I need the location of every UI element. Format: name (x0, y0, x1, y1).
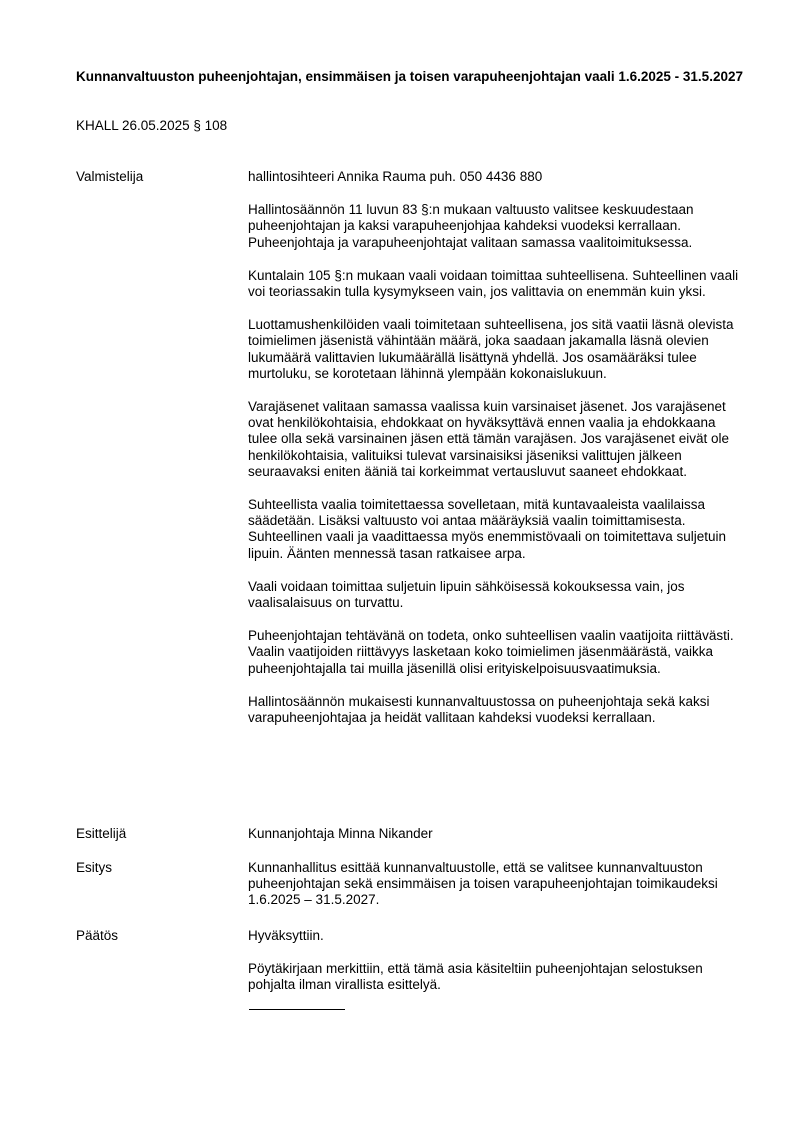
preparer-paragraph: Hallintosäännön mukaisesti kunnanvaltuustossa on puheenjohtaja sekä kaksi varapuheenjohtajaa ja heidät vallitaan kahdeksi vuodeksi kerrallaan. (248, 693, 710, 726)
presenter-name: Kunnanjohtaja Minna Nikander (248, 826, 433, 841)
preparer-paragraph: Kuntalain 105 §:n mukaan vaali voidaan toimittaa suhteellisena. Suhteellinen vaali voi teoriassakin tulla kysymykseen vain, jos valittavia on enemmän kuin yksi. (248, 267, 739, 300)
presenter-label: Esittelijä (76, 826, 127, 841)
proposal-label: Esitys (76, 860, 113, 875)
preparer-paragraph: Varajäsenet valitaan samassa vaalissa kuin varsinaiset jäsenet. Jos varajäsenet ovat henkilökohtaisia, ehdokkaat on hyväksyttävä ennen vaalia ja ehdokkaana tulee olla sekä varsinainen jäsen että tämän varajäsen. Jos varajäsenet eivät ole henkilökohtaisia, valituiksi tulevat varsinaisiksi jäseniksi valittujen jälkeen seuraavaksi eniten ääniä tai korkeimmat vertausluvut saaneet ehdokkaat. (248, 399, 730, 479)
preparer-content (248, 169, 740, 726)
end-rule (249, 1009, 345, 1010)
preparer-label: Valmistelija (76, 169, 144, 184)
preparer-paragraph: Puheenjohtajan tehtävänä on todeta, onko suhteellisen vaalin vaatijoita riittävästi. Vaalin vaatijoiden riittävyys lasketaan koko toimielimen jäsenmäärästä, vaikka puheenjohtajalla tai muilla jäsenillä olisi erityiskelpoisuusvaatimuksia. (248, 628, 734, 676)
preparer-contact: hallintosihteeri Annika Rauma puh. 050 4436 880 (248, 169, 543, 184)
meeting-reference: KHALL 26.05.2025 § 108 (76, 118, 228, 133)
proposal-text: Kunnanhallitus esittää kunnanvaltuustolle, että se valitsee kunnanvaltuuston puheenjohtajan sekä ensimmäisen ja toisen varapuheenjohtajan toimikaudeksi 1.6.2025 – 31.5.2027. (248, 860, 718, 908)
decision-label: Päätös (76, 928, 119, 943)
preparer-paragraph: Vaali voidaan toimittaa suljetuin lipuin sähköisessä kokouksessa vain, jos vaalisalaisuus on turvattu. (248, 578, 685, 611)
decision-content (248, 928, 740, 994)
preparer-paragraph: Suhteellista vaalia toimitettaessa sovelletaan, mitä kuntavaaleista vaalilaissa säädetään. Lisäksi valtuusto voi antaa määräyksiä vaalin toimittamisesta. Suhteellinen vaali ja vaadittaessa myös enemmistövaali on toimitettava suljetuin lipuin. Äänten mennessä tasan ratkaisee arpa. (248, 497, 727, 561)
preparer-paragraph: Hallintosäännön 11 luvun 83 §:n mukaan valtuusto valitsee keskuudestaan puheenjohtajan ja kaksi varapuheenjohjaa kahdeksi vuodeksi kerrallaan. Puheenjohtaja ja varapuheenjohtajat valitaan samassa vaalitoimituksessa. (248, 202, 694, 250)
decision-result: Hyväksyttiin. (248, 928, 324, 943)
preparer-paragraph: Luottamushenkilöiden vaali toimitetaan suhteellisena, jos sitä vaatii läsnä olevista toimielimen jäsenistä vähintään määrä, joka saadaan jakamalla läsnä olevien lukumäärä valittavien lukumäärällä lisättynä yhdellä. Jos osamääräksi tulee murtoluku, se korotetaan lähinnä ylempään kokonaislukuun. (248, 317, 734, 381)
document-title: Kunnanvaltuuston puheenjohtajan, ensimmäisen ja toisen varapuheenjohtajan vaali 1.6.2025 - 31.5.2027 (76, 69, 743, 84)
decision-note: Pöytäkirjaan merkittiin, että tämä asia käsiteltiin puheenjohtajan selostuksen pohjalta ilman virallista esittelyä. (248, 961, 703, 993)
